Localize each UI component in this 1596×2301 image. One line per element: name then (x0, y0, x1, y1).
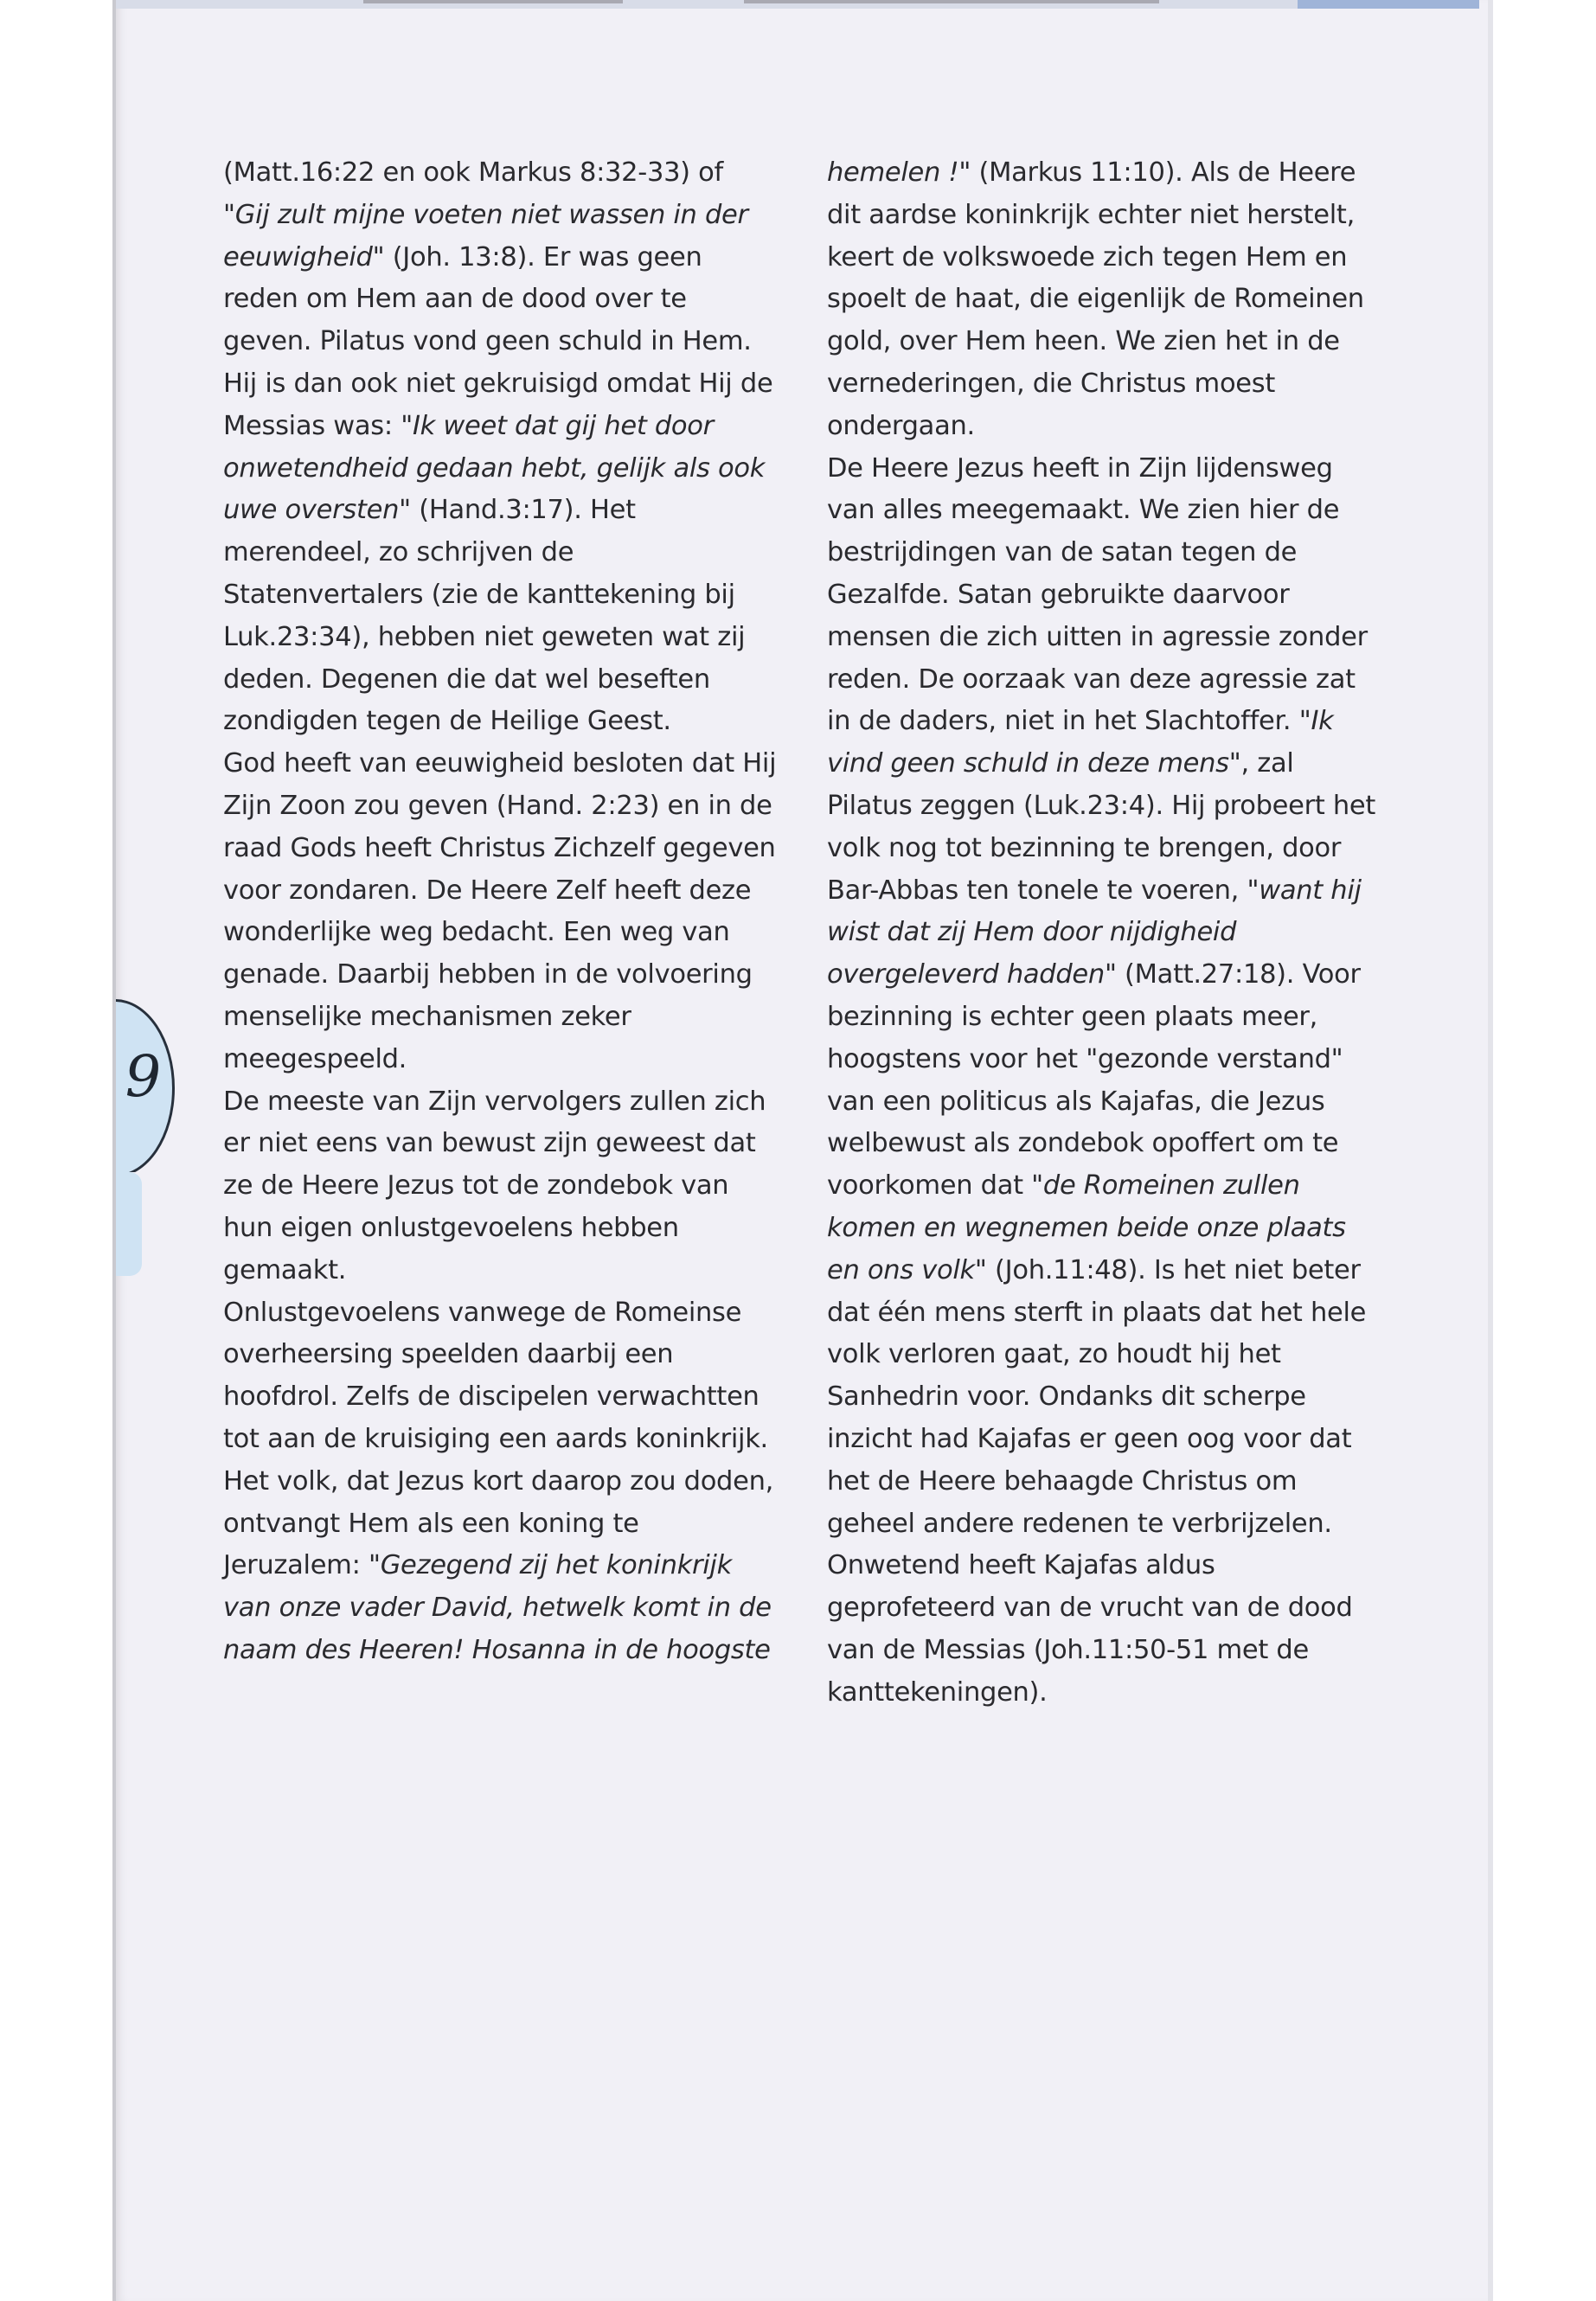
text-run: God heeft van eeuwigheid besloten dat Hij Zijn Zoon zou geven (Hand. 2:23) en in de raad Gods heeft Christus Zichzelf gegeven voor zondaren. De Heere Zelf heeft deze wonderlijke weg bedacht. Een weg van genade. Daarbij hebben in de volvoering menselijke mechanismen zeker meegespeeld. (223, 748, 777, 1074)
text-run: " (Markus 11:10). Als de Heere dit aardse koninkrijk echter niet herstelt, keert de volkswoede zich tegen Hem en spoelt de haat, die eigenlijk de Romeinen gold, over Hem heen. We zien het in de vernederingen, die Christus moest ondergaan. (827, 157, 1364, 441)
page-edge (1488, 0, 1493, 2301)
quoted-scripture: want hij wist dat zij Hem door nijdigheid overgeleverd hadden (827, 875, 1362, 990)
paragraph (223, 1081, 777, 1292)
text-run: " (Joh. 13:8). Er was geen reden om Hem aan de dood over te geven. Pilatus vond geen schuld in Hem. Hij is dan ook niet gekruisigd omdat Hij de Messias was: " (223, 241, 773, 441)
chapter-tab-lower (116, 1172, 142, 1276)
top-strip-accent (1298, 0, 1479, 9)
paragraph (827, 448, 1381, 1715)
paragraph (223, 152, 777, 743)
quoted-scripture: Ik weet dat gij het door onwetendheid gedaan hebt, gelijk als ook uwe oversten (223, 410, 766, 526)
paragraph (827, 152, 1381, 448)
text-run: " (Hand.3:17). Het merendeel, zo schrijven de Statenvertalers (zie de kanttekening bij Luk.23:34), hebben niet geweten wat zij deden. Degenen die dat wel beseften zondigden tegen de Heilige Geest. (223, 495, 746, 737)
text-column-left (223, 152, 777, 1672)
text-run: De meeste van Zijn vervolgers zullen zich er niet eens van bewust zijn geweest dat ze de Heere Jezus tot de zondebok van hun eigen onlustgevoelens hebben gemaakt. (223, 1086, 766, 1285)
bleed-through-text (744, 0, 1159, 3)
text-run: " (Joh.11:48). Is het niet beter dat één mens sterft in plaats dat het hele volk verloren gaat, zo houdt hij het Sanhedrin voor. Ondanks dit scherpe inzicht had Kajafas er geen oog voor dat het de Heere behaagde Christus om geheel andere redenen te verbrijzelen. Onwetend heeft Kajafas aldus geprofeteerd van de vrucht van de dood van de Messias (Joh.11:50-51 met de kanttekeningen). (827, 1254, 1367, 1708)
quoted-scripture: Gij zult mijne voeten niet wassen in der eeuwigheid (223, 199, 748, 272)
text-run: ", zal Pilatus zeggen (Luk.23:4). Hij probeert het volk nog tot bezinning te brengen, door Bar-Abbas ten tonele te voeren, " (827, 748, 1376, 906)
quoted-scripture: de Romeinen zullen komen en wegnemen beide onze plaats en ons volk (827, 1170, 1346, 1285)
text-column-right (827, 152, 1381, 1714)
text-run: De Heere Jezus heeft in Zijn lijdensweg van alles meegemaakt. We zien hier de bestrijdingen van de satan tegen de Gezalfde. Satan gebruikte daarvoor mensen die zich uitten in agressie zonder reden. De oorzaak van deze agressie zat in de daders, niet in het Slachtoffer. " (827, 452, 1368, 737)
chapter-number: 9 (119, 1043, 167, 1110)
text-run: Onlustgevoelens vanwege de Romeinse overheersing speelden daarbij een hoofdrol. Zelfs de discipelen verwachtten tot aan de kruisiging een aards koninkrijk. Het volk, dat Jezus kort daarop zou doden, ontvangt Hem als een koning te Jeruzalem: " (223, 1297, 774, 1581)
text-run: " (Matt.27:18). Voor bezinning is echter geen plaats meer, hoogstens voor het "gezonde verstand" van een politicus als Kajafas, die Jezus welbewust als zondebok opoffert om te voorkomen dat " (827, 959, 1361, 1202)
bleed-through-text (363, 0, 623, 3)
paragraph (223, 1292, 777, 1672)
chapter-tab (116, 999, 176, 1172)
text-run: (Matt.16:22 en ook Markus 8:32-33) of " (223, 157, 723, 230)
paragraph (223, 743, 777, 1080)
quoted-scripture: Ik vind geen schuld in deze mens (827, 706, 1334, 779)
quoted-scripture: hemelen ! (827, 157, 959, 188)
quoted-scripture: Gezegend zij het koninkrijk van onze vader David, hetwelk komt in de naam des Heeren! Hosanna in de hoogste (223, 1550, 772, 1665)
